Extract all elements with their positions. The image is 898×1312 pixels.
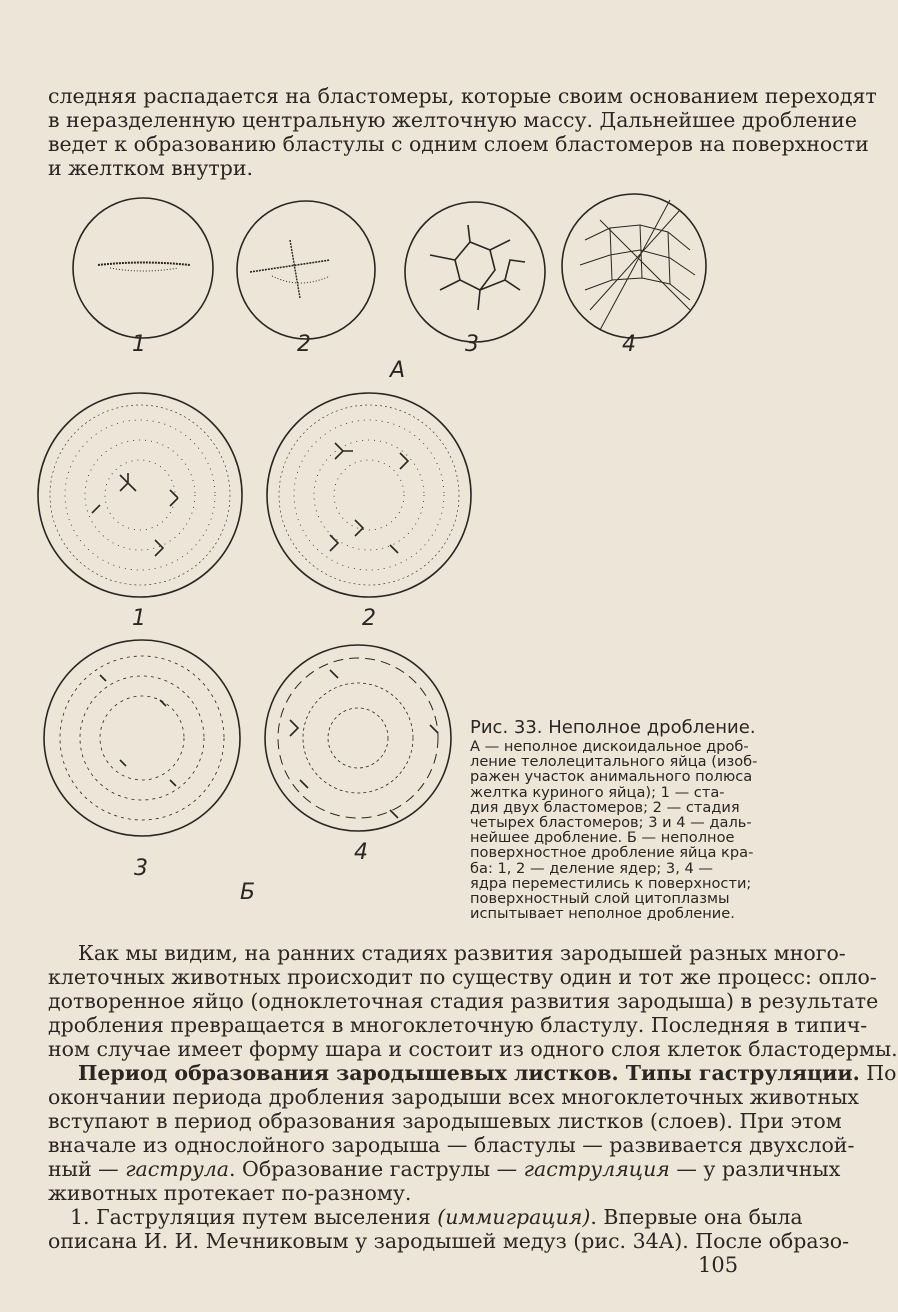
top-paragraph: [48, 84, 877, 180]
section-heading: Период образования зародышевых листков. Типы гаструляции.: [78, 1061, 860, 1085]
text-line: [48, 1205, 803, 1229]
caption-line: ба: 1, 2 — деление ядер; 3, 4 —: [470, 859, 713, 877]
text-line: ном случае имеет форму шара и состоит из одного слоя клеток бластодермы.: [48, 1037, 898, 1061]
text-run: — у различных: [669, 1157, 841, 1181]
figure-caption: [470, 718, 770, 921]
stage-b4-illustration: [265, 645, 451, 831]
caption-line: ядра переместились к поверхности;: [470, 874, 752, 892]
stage-label: 2: [297, 332, 311, 357]
text-line: [48, 1157, 841, 1181]
text-line: вступают в период образования зародышевых листков (слоев). При этом: [48, 1109, 842, 1133]
caption-title: Рис. 33. Неполное дробление.: [470, 717, 756, 738]
text-line: в неразделенную центральную желточную массу. Дальнейшее дробление: [48, 108, 857, 132]
group-label-a: А: [390, 358, 406, 383]
text-run: ный —: [48, 1157, 126, 1181]
stage-b3-illustration: [44, 640, 240, 836]
text-line: дотворенное яйцо (одноклеточная стадия развития зародыша) в результате: [48, 989, 879, 1013]
text-run: . Впервые она была: [590, 1205, 803, 1229]
figure-row-b1: [0, 395, 800, 605]
text-run: . Образование гаструлы —: [228, 1157, 524, 1181]
group-label-b: Б: [240, 880, 256, 905]
text-line: и желтком внутри.: [48, 156, 254, 180]
stage-label: 4: [622, 332, 636, 357]
caption-line: желтка куриного яйца); 1 — ста-: [470, 783, 725, 801]
text-line: Как мы видим, на ранних стадиях развития зародышей разных много-: [78, 941, 846, 965]
caption-line: ражен участок анимального полюса: [470, 768, 753, 786]
stage-label: 1: [132, 332, 146, 357]
caption-line: испытывает неполное дробление.: [470, 905, 735, 923]
text-line: животных протекает по-разному.: [48, 1181, 412, 1205]
term-gastrula: гаструла: [125, 1157, 229, 1181]
page-number: 105: [698, 1253, 739, 1277]
text-line: описана И. И. Мечниковым у зародышей медуз (рис. 34А). После образо-: [48, 1229, 850, 1253]
heading-tail: По: [866, 1061, 897, 1085]
main-text: [48, 941, 898, 1253]
caption-line: нейшее дробление. Б — неполное: [470, 829, 735, 847]
text-line: клеточных животных происходит по существу один и тот же процесс: опло-: [48, 965, 877, 989]
caption-line: поверхностный слой цитоплазмы: [470, 890, 730, 908]
stage-label: 4: [354, 840, 368, 865]
text-line: следняя распадается на бластомеры, которые своим основанием переходят: [48, 84, 877, 108]
text-line: ведет к образованию бластулы с одним слоем бластомеров на поверхности: [48, 132, 869, 156]
stage-label: 3: [134, 856, 148, 881]
term-immigration: (иммиграция): [437, 1205, 591, 1229]
stage-a3-illustration: [405, 202, 545, 342]
text-run: 1. Гаструляция путем выселения: [70, 1205, 438, 1229]
text-line: [48, 1061, 897, 1085]
term-gastrulation: гаструляция: [523, 1157, 670, 1181]
caption-line: ление телолецитального яйца (изоб-: [470, 753, 758, 771]
stage-a2-illustration: [237, 201, 375, 339]
text-line: окончании периода дробления зародыши всех многоклеточных животных: [48, 1085, 859, 1109]
figure-row-a: [0, 180, 800, 380]
stage-a4-illustration: [562, 194, 706, 338]
caption-line: поверхностное дробление яйца кра-: [470, 844, 754, 862]
stage-b1-illustration: [38, 393, 242, 597]
text-line: дробления превращается в многоклеточную бластулу. Последняя в типич-: [48, 1013, 868, 1037]
stage-label: 1: [132, 606, 146, 631]
stage-a1-illustration: [73, 198, 213, 338]
stage-b2-illustration: [267, 393, 471, 597]
caption-line: четырех бластомеров; 3 и 4 — даль-: [470, 814, 752, 832]
caption-line: дия двух бластомеров; 2 — стадия: [470, 798, 740, 816]
figure-row-b2: [0, 640, 470, 840]
caption-line: А — неполное дискоидальное дроб-: [470, 738, 749, 755]
stage-label: 2: [362, 606, 376, 631]
stage-label: 3: [465, 332, 479, 357]
text-line: вначале из однослойного зародыша — бластулы — развивается двухслой-: [48, 1133, 855, 1157]
